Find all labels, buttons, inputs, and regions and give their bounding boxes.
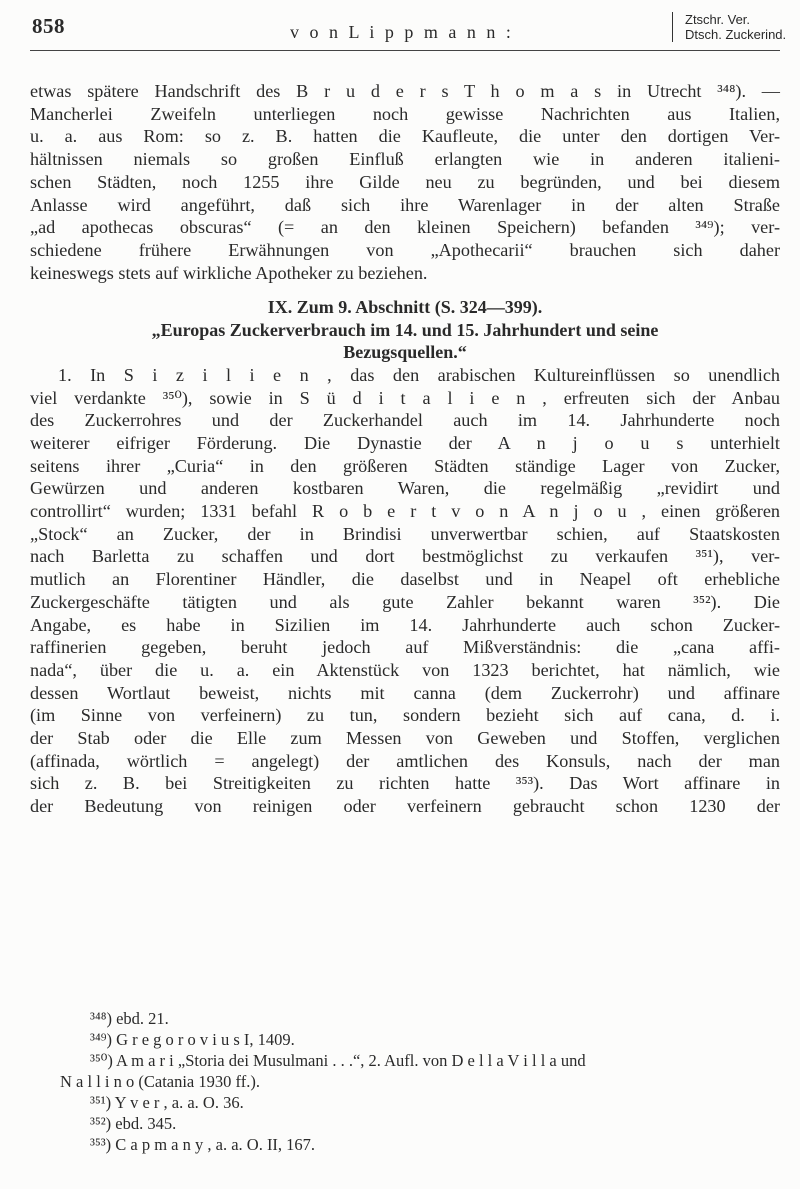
text-line: schiedene frühere Erwähnungen von „Apothecarii“ brauchen sich daher (30, 239, 780, 260)
footnote: ³⁴⁹) G r e g o r o v i u s I, 1409. (90, 1030, 295, 1049)
journal-reference (672, 12, 786, 42)
section-title-line-1: „Europas Zuckerverbrauch im 14. und 15. Jahrhundert und seine (151, 319, 659, 340)
footnotes (30, 1008, 780, 1155)
text-line: controllirt“ wurden; 1331 befahl R o b e r t v o n A n j o u , einen größeren (30, 501, 780, 522)
text-line: nada“, über die u. a. ein Aktenstück von 1323 berichtet, hat nämlich, wie (30, 659, 780, 680)
text-line: (affinada, wörtlich = angelegt) der amtlichen des Konsuls, nach der man (30, 750, 780, 771)
text-line: keineswegs stets auf wirkliche Apotheker zu beziehen. (30, 262, 428, 283)
text-line: Zuckergeschäfte tätigten und als gute Zahler bekannt waren ³⁵²). Die (30, 591, 780, 612)
journal-ref-line-2: Dtsch. Zuckerind. (685, 27, 787, 42)
text-line: Angabe, es habe in Sizilien im 14. Jahrhunderte auch schon Zucker- (30, 614, 780, 635)
text-line: etwas spätere Handschrift des B r u d e r s T h o m a s in Utrecht ³⁴⁸). — (30, 81, 780, 101)
text-line: weiterer eifriger Förderung. Die Dynastie der A n j o u s unterhielt (30, 432, 780, 453)
footnote: ³⁵⁰) A m a r i „Storia dei Musulmani . . .“, 2. Aufl. von D e l l a V i l l a und (90, 1051, 586, 1070)
text-line: hältnissen niemals so großen Einfluß erlangten wie in anderen italieni- (30, 149, 780, 170)
text-line: „ad apothecas obscuras“ (= an den kleinen Speichern) befanden ³⁴⁹); ver- (30, 217, 780, 238)
paragraph-2 (30, 364, 780, 818)
text-line: nach Barletta zu schaffen und dort bestmöglichst zu verkaufen ³⁵¹), ver- (30, 546, 780, 567)
text-line: mutlich an Florentiner Händler, die daselbst und in Neapel oft erhebliche (30, 569, 780, 590)
page-number: 858 (32, 14, 65, 38)
text-line: der Stab oder die Elle zum Messen von Geweben und Stoffen, verglichen (30, 728, 780, 749)
paragraph-1 (30, 80, 780, 284)
section-heading: IX. Zum 9. Abschnitt (S. 324—399). (267, 297, 543, 318)
text-line: Anlasse wird angeführt, daß sich ihre Warenlager in der alten Straße (30, 194, 780, 215)
text-line: seitens ihrer „Curia“ in den größeren Städten ständige Lager von Zucker, (30, 455, 780, 476)
text-line: 1. In S i z i l i e n , das den arabischen Kultureinflüssen so unendlich (58, 364, 780, 385)
footnote: ³⁴⁸) ebd. 21. (90, 1009, 169, 1028)
running-head: v o n L i p p m a n n : (290, 22, 514, 42)
text-line: u. a. aus Rom: so z. B. hatten die Kaufleute, die unter den dortigen Ver- (30, 126, 780, 147)
body-text (30, 80, 780, 818)
text-line: Mancherlei Zweifeln unterliegen noch gewisse Nachrichten aus Italien, (30, 103, 780, 124)
footnote: ³⁵³) C a p m a n y , a. a. O. II, 167. (90, 1135, 316, 1154)
text-line: des Zuckerrohres und der Zuckerhandel auch im 14. Jahrhunderte noch (30, 410, 780, 431)
text-line: schen Städten, noch 1255 ihre Gilde neu zu begründen, und bei diesem (30, 171, 780, 192)
journal-ref-line-1: Ztschr. Ver. (685, 12, 751, 27)
text-line: (im Sinne von verfeinern) zu tun, sondern bezieht sich auf cana, d. i. (30, 705, 780, 726)
header-rule (30, 50, 780, 51)
text-line: dessen Wortlaut beweist, nichts mit canna (dem Zuckerrohr) und affinare (30, 682, 780, 703)
footnote-continuation: N a l l i n o (Catania 1930 ff.). (60, 1072, 260, 1091)
text-line: Gewürzen und anderen kostbaren Waren, die regelmäßig „revidirt und (30, 478, 780, 499)
footnote: ³⁵¹) Y v e r , a. a. O. 36. (90, 1093, 244, 1112)
text-line: „Stock“ an Zucker, der in Brindisi unverwertbar schien, auf Staatskosten (30, 523, 780, 544)
footnote: ³⁵²) ebd. 345. (90, 1114, 177, 1133)
text-line: raffinerien gegeben, beruht jedoch auf Mißverständnis: die „cana affi- (30, 637, 780, 658)
section-title-line-2: Bezugsquellen.“ (343, 342, 467, 363)
text-line: viel verdankte ³⁵⁰), sowie in S ü d i t a l i e n , erfreuten sich der Anbau (30, 387, 780, 408)
text-line: der Bedeutung von reinigen oder verfeinern gebraucht schon 1230 der (30, 796, 780, 817)
text-line: sich z. B. bei Streitigkeiten zu richten hatte ³⁵³). Das Wort affinare in (30, 773, 780, 794)
